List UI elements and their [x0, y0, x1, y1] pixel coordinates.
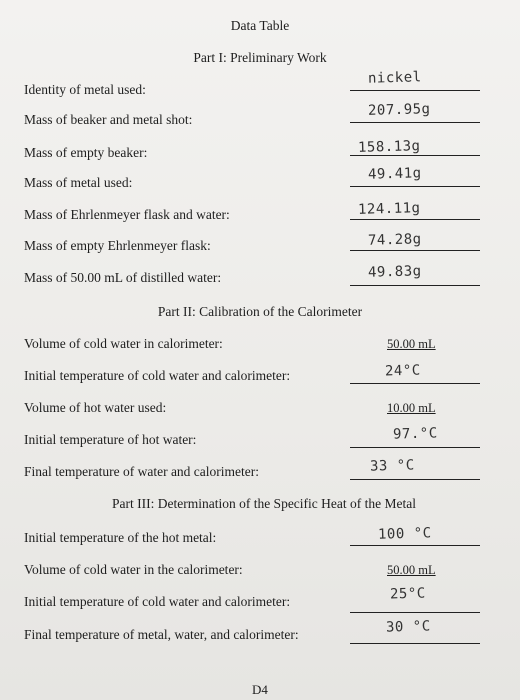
row-label: Initial temperature of cold water and calorimeter:: [24, 594, 291, 609]
handwritten-value: 100 °C: [377, 525, 432, 543]
answer-line: [350, 122, 480, 123]
part1-row-empty-flask: [0, 231, 520, 260]
answer-line: [350, 219, 480, 220]
answer-line: [350, 447, 480, 448]
answer-line: [350, 479, 480, 480]
handwritten-value: 49.83g: [367, 263, 422, 281]
part2-row-cold-water-temp: [0, 362, 520, 390]
part1-row-metal-identity: [0, 69, 520, 104]
handwritten-value: 25°C: [389, 585, 426, 603]
typed-value: 50.00 mL: [387, 337, 436, 351]
part2-row-cold-water-volume: [0, 334, 520, 358]
part1-row-flask-water-mass: [0, 200, 520, 229]
part3-row-cold-water-temp: [0, 585, 520, 616]
part3-row-final-temp: [0, 618, 520, 649]
row-label: Volume of cold water in calorimeter:: [24, 336, 223, 351]
row-label: Final temperature of metal, water, and calorimeter:: [24, 627, 299, 642]
part1-row-water-mass: [0, 263, 520, 292]
handwritten-value: 24°C: [384, 362, 421, 380]
row-label: Mass of metal used:: [24, 175, 133, 190]
part1-row-metal-mass: [0, 165, 520, 197]
row-label: Initial temperature of hot water:: [24, 432, 197, 447]
handwritten-value: 124.11g: [357, 200, 421, 218]
answer-line: [350, 383, 480, 384]
part2-row-hot-water-temp: [0, 425, 520, 454]
handwritten-value: 30 °C: [385, 618, 431, 636]
row-label: Volume of hot water used:: [24, 400, 167, 415]
row-label: Mass of empty Ehrlenmeyer flask:: [24, 238, 211, 253]
handwritten-value: nickel: [367, 69, 422, 87]
part3-row-hot-metal-temp: [0, 525, 520, 552]
handwritten-value: 33 °C: [369, 457, 415, 475]
part3-row-cold-water-volume: [0, 560, 520, 584]
part3-title: Part III: Determination of the Specific Heat of the Metal: [111, 496, 416, 511]
page-number: D4: [252, 682, 268, 697]
row-label: Mass of beaker and metal shot:: [24, 112, 193, 127]
part2-row-hot-water-volume: [0, 398, 520, 422]
part2-row-final-temp: [0, 457, 520, 486]
row-label: Final temperature of water and calorimeter:: [24, 464, 260, 479]
handwritten-value: 158.13g: [357, 138, 421, 156]
typed-value: 50.00 mL: [387, 563, 436, 577]
answer-line: [350, 545, 480, 546]
answer-line: [350, 186, 480, 187]
row-label: Identity of metal used:: [24, 82, 146, 97]
handwritten-value: 207.95g: [367, 101, 431, 119]
answer-line: [350, 285, 480, 286]
handwritten-value: 74.28g: [367, 231, 422, 249]
answer-line: [350, 250, 480, 251]
handwritten-value: 49.41g: [367, 165, 422, 183]
part1-row-beaker-metal-mass: [0, 101, 520, 134]
row-label: Initial temperature of the hot metal:: [24, 530, 217, 545]
row-label: Initial temperature of cold water and calorimeter:: [24, 368, 291, 383]
part2-title: Part II: Calibration of the Calorimeter: [157, 304, 363, 319]
answer-line: [350, 612, 480, 613]
handwritten-value: 97.°C: [392, 425, 438, 443]
answer-line: [350, 90, 480, 91]
typed-value: 10.00 mL: [387, 401, 436, 415]
row-label: Mass of 50.00 mL of distilled water:: [24, 270, 222, 285]
answer-line: [350, 643, 480, 644]
row-label: Mass of Ehrlenmeyer flask and water:: [24, 207, 230, 222]
part1-title: Part I: Preliminary Work: [193, 50, 327, 65]
part1-row-empty-beaker: [0, 138, 520, 167]
row-label: Volume of cold water in the calorimeter:: [24, 562, 243, 577]
data-table-title: Data Table: [230, 18, 290, 33]
row-label: Mass of empty beaker:: [24, 145, 148, 160]
